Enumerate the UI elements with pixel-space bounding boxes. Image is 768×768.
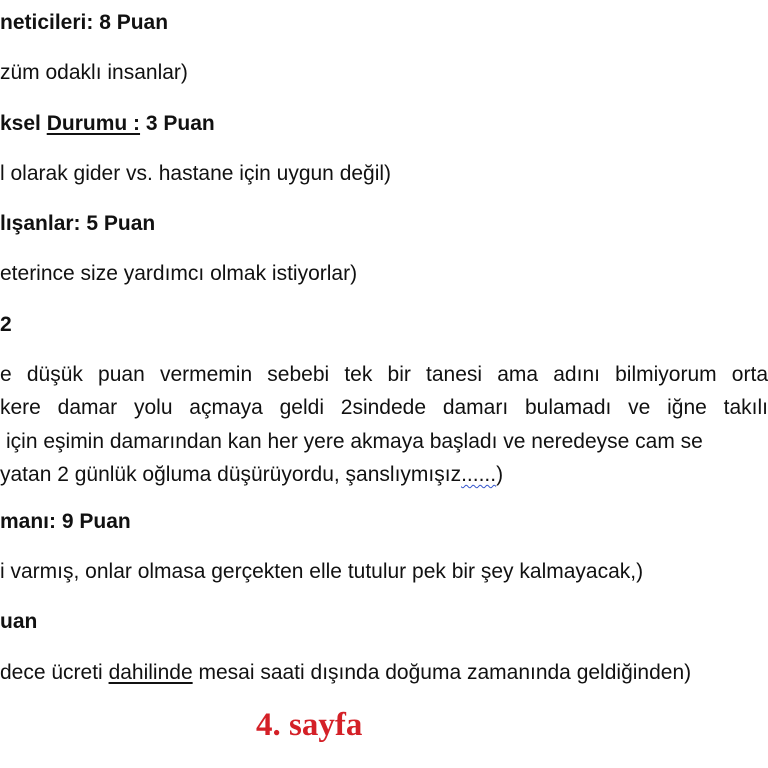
heading-part: ksel: [0, 112, 47, 135]
paragraph-line-3: için eşimin damarından kan her yere akmaya başladı ve neredeyse cam se: [6, 430, 703, 453]
paragraph-text: ): [496, 463, 504, 486]
page-number-label: 4. sayfa: [256, 707, 363, 743]
paragraph-line-1: e düşük puan vermemin sebebi tek bir tanesi ama adını bilmiyorum orta: [0, 363, 768, 386]
heading-staff-score: lışanlar: 5 Puan: [0, 212, 156, 235]
spellcheck-word: Durumu :: [46, 112, 141, 135]
heading-part: 3 Puan: [140, 112, 215, 135]
comment-hospital-not-suitable: l olarak gider vs. hastane için uygun değil): [0, 162, 392, 185]
heading-timing-score: manı: 9 Puan: [0, 510, 131, 533]
comment-staff-helpful: eterince size yardımcı olmak istiyorlar): [0, 262, 358, 285]
paragraph-line-4: [0, 461, 503, 489]
heading-score-fragment-2: uan: [0, 610, 38, 633]
comment-without-them: i varmış, onlar olmasa gerçekten elle tutulur pek bir şey kalmayacak,): [0, 560, 644, 583]
heading-score-fragment: 2: [0, 313, 12, 336]
comment-solution-oriented: züm odaklı insanlar): [0, 61, 188, 84]
heading-managers-score: neticileri: 8 Puan: [0, 11, 169, 34]
spellcheck-word: dahilinde: [108, 661, 193, 684]
comment-text: mesai saati dışında doğuma zamanında geldiğinden): [192, 661, 692, 684]
comment-fee-included: [0, 659, 691, 687]
paragraph-line-2: kere damar yolu açmaya geldi 2sindede damarı bulamadı ve iğne takılı: [0, 396, 768, 419]
comment-text: dece ücreti: [0, 661, 109, 684]
paragraph-text: yatan 2 günlük oğluma düşürüyordu, şanslıymışız: [0, 463, 462, 486]
heading-physical-condition-score: [0, 110, 215, 138]
spellcheck-ellipsis: ......: [461, 463, 497, 486]
